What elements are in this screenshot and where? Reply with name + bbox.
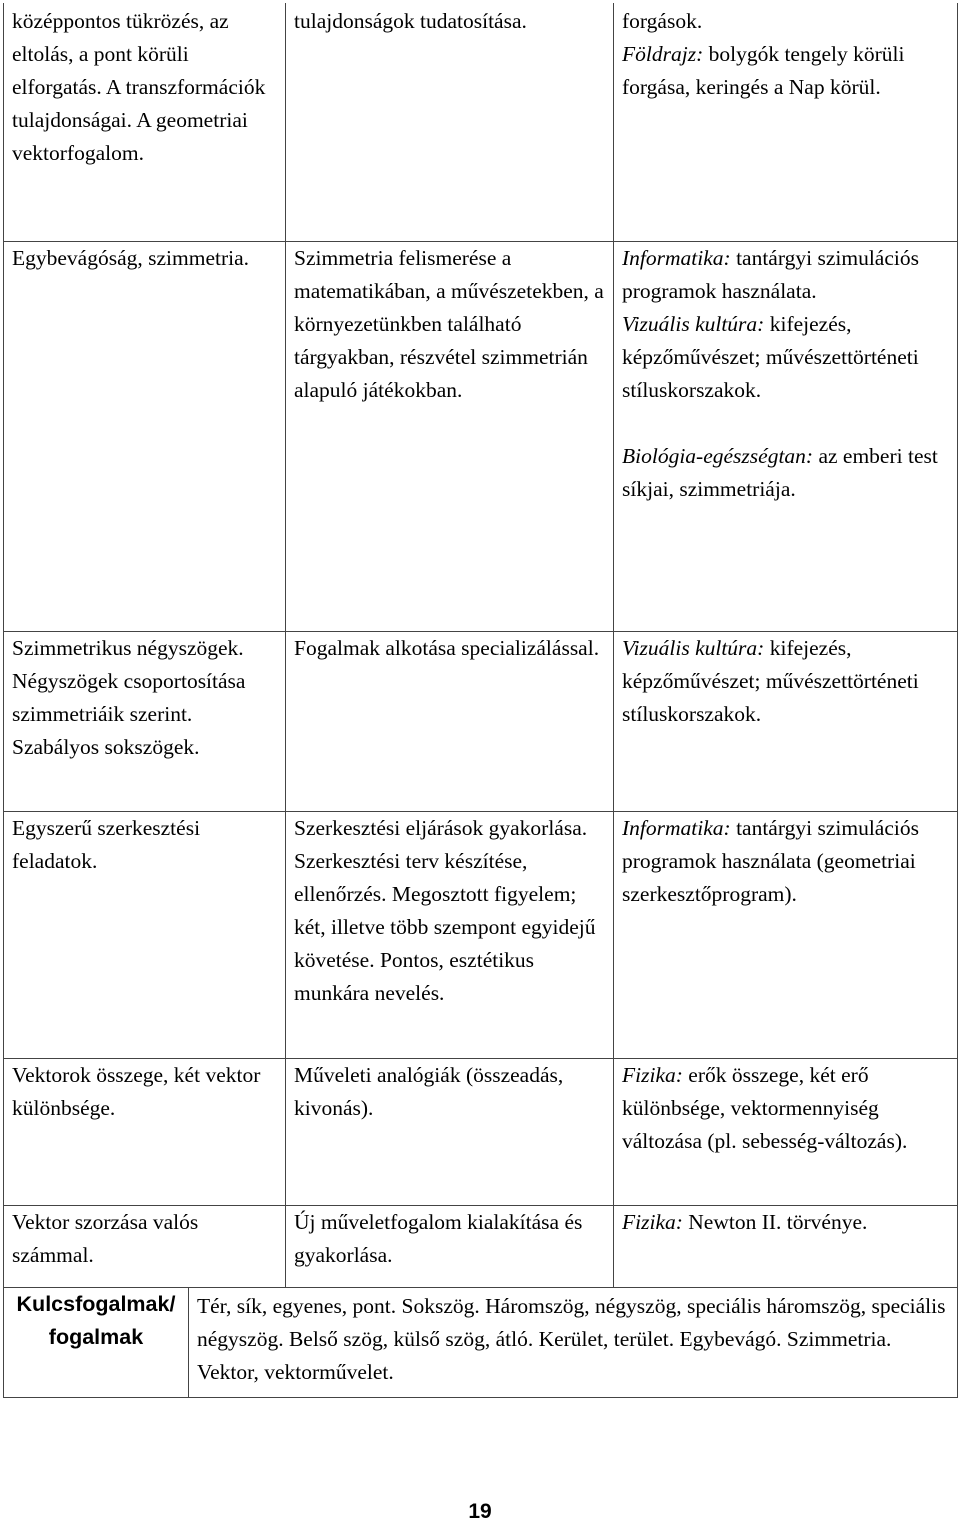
activity-text: Szimmetria felismerése a matematikában, a művészetekben, a környezetünkben található tárgyakban, részvétel szimmetrián alapuló játékokban.: [294, 245, 604, 402]
topic-cell: [4, 3, 286, 241]
curriculum-table: [3, 3, 958, 1398]
connection-text: bolygók tengely körüli forgása, keringés a Nap körül.: [622, 42, 905, 99]
subject-label: Informatika:: [622, 815, 731, 840]
connection-text: Newton II. törvénye.: [682, 1209, 868, 1234]
curriculum-page: [3, 3, 957, 1398]
connection-cell: [614, 1058, 958, 1205]
connection-cell: [614, 811, 958, 1058]
connection-text: erők összege, két erő különbsége, vektormennyiség változása (pl. sebesség-változás).: [622, 1062, 908, 1153]
connection-item: [622, 242, 949, 308]
topic-cell: [4, 811, 286, 1058]
key-concepts-text: Tér, sík, egyenes, pont. Sokszög. Háromszög, négyszög, speciális háromszög, speciális négyszög. Belső szög, külső szög, átló. Kerület, terület. Egybevágó. Szimmetria. Vektor, vektorművelet.: [197, 1293, 946, 1384]
connection-text: az emberi test síkjai, szimmetriája.: [622, 443, 938, 501]
subject-label: Vizuális kultúra:: [622, 635, 765, 660]
subject-label: Földrajz:: [622, 42, 704, 66]
topic-text: Vektorok összege, két vektor különbsége.: [12, 1062, 261, 1120]
page-number: 19: [468, 1500, 492, 1523]
activity-cell: [286, 1058, 614, 1205]
activity-cell: [286, 241, 614, 631]
subject-label: Fizika:: [622, 1062, 683, 1087]
topic-text: Vektor szorzása valós számmal.: [12, 1209, 199, 1267]
table-row: [4, 631, 958, 811]
connection-item: [622, 5, 949, 38]
subject-label: Biológia-egészségtan:: [622, 443, 814, 468]
table-row: [4, 3, 958, 241]
activity-cell: [286, 811, 614, 1058]
connection-item: [622, 1059, 949, 1158]
key-concepts-row: [4, 1287, 958, 1397]
connection-item: [622, 38, 949, 104]
connection-text: tantárgyi szimulációs programok használata.: [622, 245, 919, 303]
activity-text: Új műveletfogalom kialakítása és gyakorlása.: [294, 1209, 583, 1267]
connection-item: [622, 1206, 949, 1239]
connection-item: [622, 308, 949, 407]
topic-cell: [4, 241, 286, 631]
activity-text: Műveleti analógiák (összeadás, kivonás).: [294, 1062, 564, 1120]
activity-text: Szerkesztési eljárások gyakorlása. Szerkesztési terv készítése, ellenőrzés. Megosztott figyelem; két, illetve több szempont egyidejű követése. Pontos, esztétikus munkára nevelés.: [294, 815, 596, 1005]
topic-text: középpontos tükrözés, az eltolás, a pont körüli elforgatás. A transzformációk tulajdonságai. A geometriai vektorfogalom.: [12, 9, 266, 165]
table-row: [4, 1058, 958, 1205]
connection-text: kifejezés, képzőművészet; művészettörténeti stíluskorszakok.: [622, 311, 919, 402]
connection-text: kifejezés, képzőművészet; művészettörténeti stíluskorszakok.: [622, 635, 919, 726]
key-concepts-cell: [189, 1287, 958, 1397]
topic-cell: [4, 1058, 286, 1205]
key-concepts-label: Kulcsfogalmak/ fogalmak: [4, 1287, 189, 1397]
connection-cell: [614, 241, 958, 631]
subject-label: Vizuális kultúra:: [622, 311, 765, 336]
table-row: [4, 811, 958, 1058]
connection-item: [622, 440, 949, 506]
table-row: [4, 241, 958, 631]
connection-text: tantárgyi szimulációs programok használata (geometriai szerkesztőprogram).: [622, 815, 919, 906]
activity-text: Fogalmak alkotása specializálással.: [294, 635, 600, 660]
connection-cell: [614, 1205, 958, 1287]
connection-item: [622, 632, 949, 731]
connection-text: forgások.: [622, 9, 703, 33]
activity-cell: [286, 631, 614, 811]
subject-label: Fizika:: [622, 1209, 683, 1234]
topic-cell: [4, 631, 286, 811]
topic-text: Egyszerű szerkesztési feladatok.: [12, 815, 201, 873]
topic-text: Szimmetrikus négyszögek. Négyszögek csoportosítása szimmetriáik szerint. Szabályos sokszögek.: [12, 635, 246, 759]
topic-text: Egybevágóság, szimmetria.: [12, 245, 250, 270]
connection-item: [622, 812, 949, 911]
topic-cell: [4, 1205, 286, 1287]
table-row: [4, 1205, 958, 1287]
activity-text: tulajdonságok tudatosítása.: [294, 9, 527, 33]
activity-cell: [286, 3, 614, 241]
connection-cell: [614, 631, 958, 811]
connection-cell: [614, 3, 958, 241]
activity-cell: [286, 1205, 614, 1287]
subject-label: Informatika:: [622, 245, 731, 270]
